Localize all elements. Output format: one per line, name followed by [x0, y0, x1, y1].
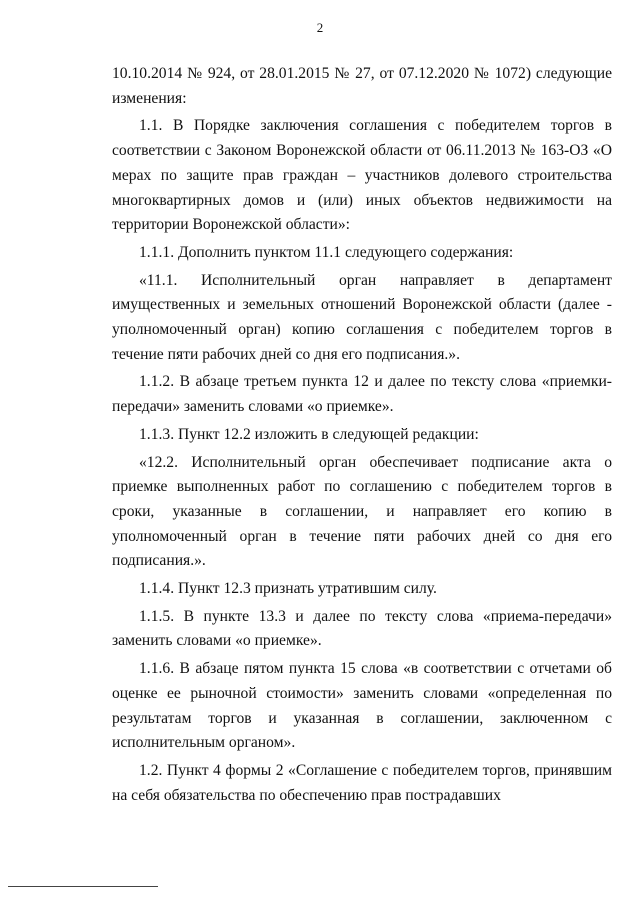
paragraph-1-2: 1.2. Пункт 4 формы 2 «Соглашение с победителем торгов, принявшим на себя обязательства по обеспечению прав пострадавших — [112, 761, 612, 804]
paragraph-quote-11-1: «11.1. Исполнительный орган направляет в департамент имущественных и земельных отношений Воронежской области (далее - уполномоченный орган) копию соглашения с победителем торгов в течение пяти рабочих дней со дня его подписания.». — [112, 271, 612, 363]
page-number: 2 — [316, 20, 324, 35]
paragraph-1-1-2: 1.1.2. В абзаце третьем пункта 12 и далее по тексту слова «приемки-передачи» заменить словами «о приемке». — [112, 373, 612, 416]
paragraph-1-1-5: 1.1.5. В пункте 13.3 и далее по тексту слова «приема-передачи» заменить словами «о приемке». — [112, 607, 612, 650]
paragraph-1-1-6: 1.1.6. В абзаце пятом пункта 15 слова «в соответствии с отчетами об оценке ее рыночной стоимости» заменить словами «определенная по результатам торгов и указанная в соглашении, заключенном с исполнительным органом». — [112, 660, 612, 752]
paragraph-1-1-1: 1.1.1. Дополнить пунктом 11.1 следующего содержания: — [139, 243, 514, 261]
paragraph-quote-12-2: «12.2. Исполнительный орган обеспечивает подписание акта о приемке выполненных работ по соглашению с победителем торгов в сроки, указанные в соглашении, и направляет его копию в уполномоченный орган в течение пяти рабочих дней со дня его подписания.». — [112, 453, 612, 570]
paragraph-1-1-4: 1.1.4. Пункт 12.3 признать утратившим силу. — [139, 580, 437, 598]
paragraph-intro: 10.10.2014 № 924, от 28.01.2015 № 27, от 07.12.2020 № 1072) следующие изменения: — [112, 65, 612, 107]
document-body — [112, 62, 612, 811]
paragraph-1-1: 1.1. В Порядке заключения соглашения с победителем торгов в соответствии с Законом Воронежской области от 06.11.2013 № 163-ОЗ «О мерах по защите прав граждан – участников долевого строительства многоквартирных домов и (или) иных объектов недвижимости на территории Воронежской области»: — [112, 117, 612, 234]
paragraph-1-1-3: 1.1.3. Пункт 12.2 изложить в следующей редакции: — [139, 425, 479, 443]
scan-edge-line — [8, 886, 158, 887]
